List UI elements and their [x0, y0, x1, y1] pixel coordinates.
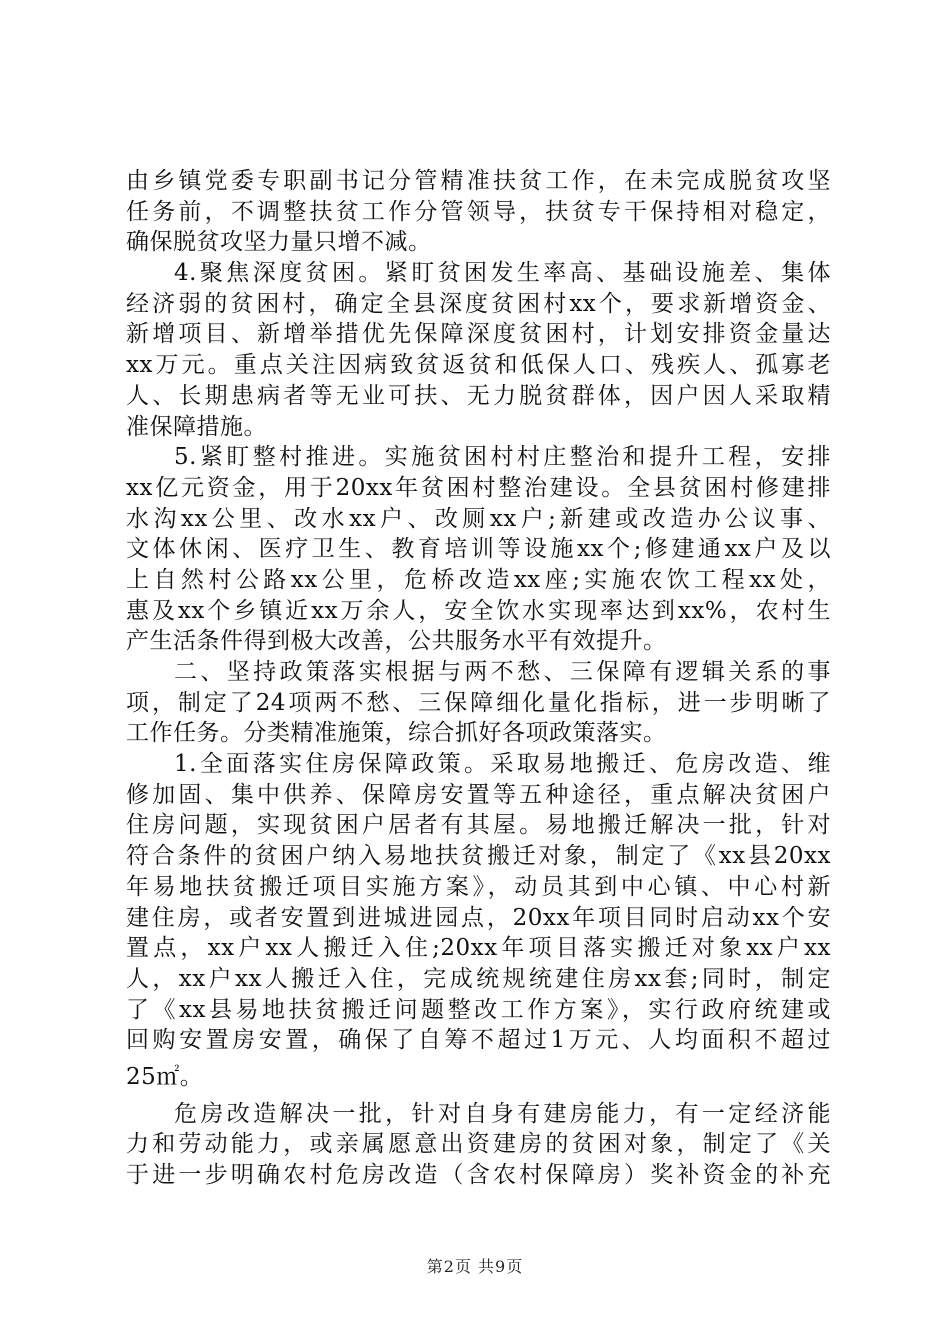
text-line: 修加固、集中供养、保障房安置等五种途径，重点解决贫困户 — [126, 781, 831, 808]
text-line: 符合条件的贫困户纳入易地扶贫搬迁对象，制定了《xx县20xx — [126, 843, 831, 870]
text-line: 由乡镇党委专职副书记分管精准扶贫工作，在未完成脱贫攻坚 — [126, 168, 831, 194]
text-line: 新增项目、新增举措优先保障深度贫困村，计划安排资金量达 — [126, 321, 831, 348]
text-line: 年易地扶贫搬迁项目实施方案》，动员其到中心镇、中心村新 — [126, 873, 831, 900]
text-line: 4.聚焦深度贫困。紧盯贫困发生率高、基础设施差、集体 — [174, 260, 831, 287]
text-line: 5.紧盯整村推进。实施贫困村村庄整治和提升工程，安排 — [174, 444, 831, 471]
text-line: 力和劳动能力，或亲属愿意出资建房的贫困对象，制定了《关 — [126, 1131, 831, 1158]
text-line: 任务前，不调整扶贫工作分管领导，扶贫专干保持相对稳定， — [126, 198, 831, 225]
document-body — [126, 166, 831, 1191]
text-line: 水沟xx公里、改水xx户、改厕xx户;新建或改造办公议事、 — [126, 505, 831, 532]
page-footer: 第2页 共9页 — [426, 1257, 524, 1276]
text-line: 了《xx县易地扶贫搬迁问题整改工作方案》，实行政府统建或 — [126, 996, 831, 1023]
text-line: xx亿元资金，用于20xx年贫困村整治建设。全县贫困村修建排 — [126, 474, 831, 501]
text-line: 于进一步明确农村危房改造（含农村保障房）奖补资金的补充 — [126, 1162, 831, 1188]
text-line: 住房问题，实现贫困户居者有其屋。易地搬迁解决一批，针对 — [126, 812, 831, 839]
text-line: xx万元。重点关注因病致贫返贫和低保人口、残疾人、孤寡老 — [126, 352, 831, 379]
text-line: 25㎡。 — [126, 1063, 204, 1090]
text-line: 上自然村公路xx公里，危桥改造xx座;实施农饮工程xx处， — [126, 566, 831, 593]
text-line: 人、长期患病者等无业可扶、无力脱贫群体，因户因人采取精 — [126, 382, 831, 409]
text-line: 回购安置房安置，确保了自筹不超过1万元、人均面积不超过 — [126, 1027, 831, 1054]
text-line: 二、坚持政策落实根据与两不愁、三保障有逻辑关系的事 — [174, 659, 831, 685]
text-line: 1.全面落实住房保障政策。采取易地搬迁、危房改造、维 — [174, 751, 831, 778]
text-line: 经济弱的贫困村，确定全县深度贫困村xx个，要求新增资金、 — [126, 290, 831, 317]
text-line: 人，xx户xx人搬迁入住，完成统规统建住房xx套;同时，制定 — [126, 965, 831, 992]
text-line: 准保障措施。 — [126, 413, 267, 440]
text-line: 文体休闲、医疗卫生、教育培训等设施xx个;修建通xx户及以 — [126, 536, 831, 563]
text-line: 惠及xx个乡镇近xx万余人，安全饮水实现率达到xx%，农村生 — [126, 597, 831, 624]
text-line: 建住房，或者安置到进城进园点，20xx年项目同时启动xx个安 — [126, 904, 831, 931]
text-line: 产生活条件得到极大改善，公共服务水平有效提升。 — [126, 628, 667, 655]
text-line: 置点，xx户xx人搬迁入住;20xx年项目落实搬迁对象xx户xx — [126, 935, 831, 962]
text-line: 确保脱贫攻坚力量只增不减。 — [126, 229, 432, 256]
text-line: 工作任务。分类精准施策，综合抓好各项政策落实。 — [126, 720, 667, 747]
text-line: 项，制定了24项两不愁、三保障细化量化指标，进一步明晰了 — [126, 689, 831, 716]
text-line: 危房改造解决一批，针对自身有建房能力，有一定经济能 — [174, 1100, 831, 1127]
